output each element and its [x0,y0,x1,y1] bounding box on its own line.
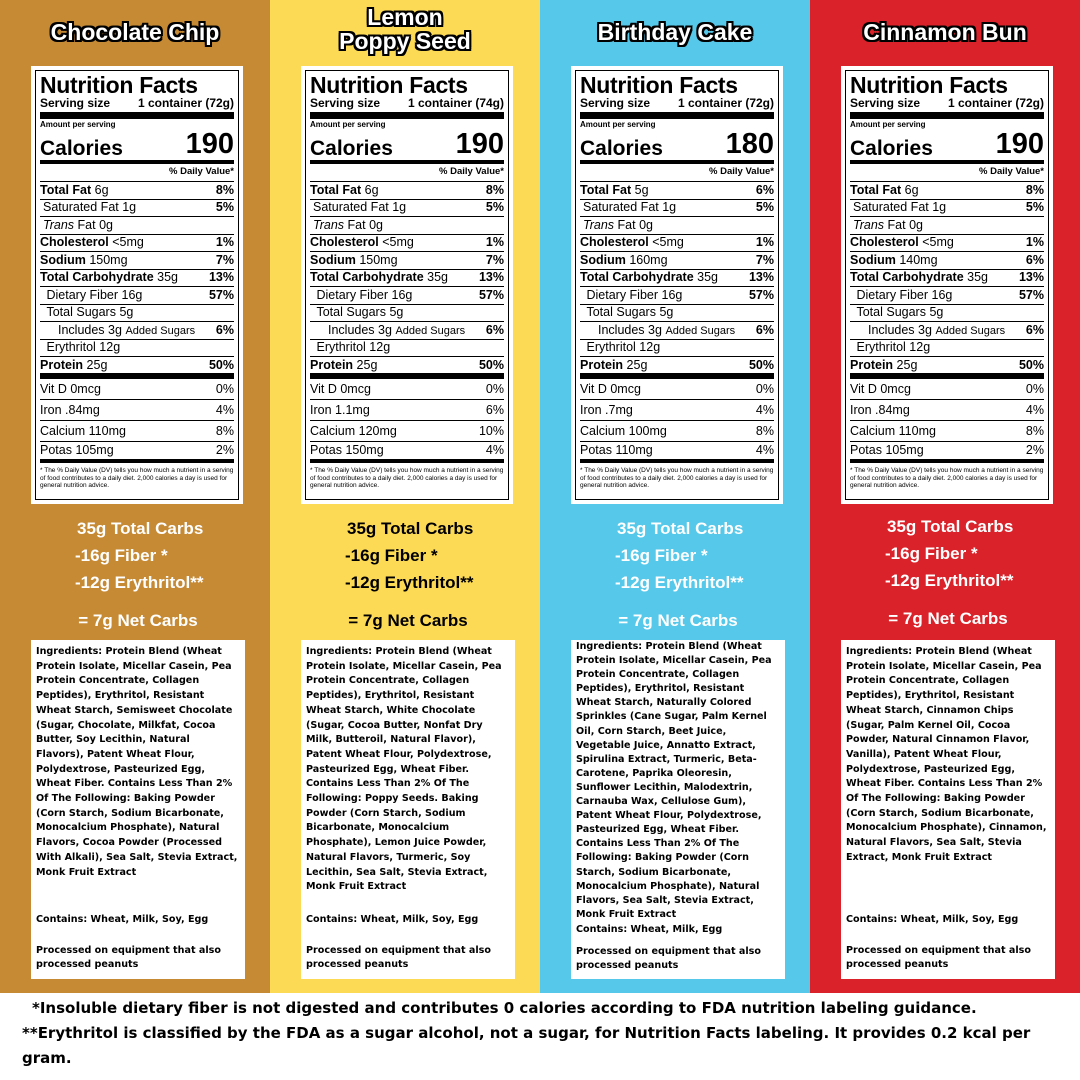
vitamin-d-row: Vit D 0mcg 0% [580,379,774,400]
cholesterol-row: Cholesterol <5mg 1% [850,235,1044,253]
iron-row: Iron .84mg 4% [40,400,234,421]
fiber-line: -16g Fiber * [885,544,978,563]
saturated-fat-row: Saturated Fat 1g 5% [40,200,234,218]
allergen-contains: Contains: Wheat, Milk, Soy, Egg [846,913,1019,925]
trans-fat-row: Trans Fat 0g [850,217,1044,235]
product-column-cinnamon-bun [810,0,1080,993]
erythritol-row: Erythritol 12g [580,340,774,358]
dietary-fiber-row: Dietary Fiber 16g 57% [850,287,1044,305]
ingredients-text: Ingredients: Protein Blend (Wheat Protein Isolate, Micellar Casein, Pea Protein Concentrate, Collagen Peptides), Erythritol, Resistant Wheat Starch, Cinnamon Chips (Sugar, Palm Kernel Oil, Cocoa Powder, Natural Cinnamon Flavor, Vanilla), Patent Wheat Flour, Polydextrose, Pasteurized Egg, Wheat Fiber. Contains Less Than 2% Of The Following: Baking Powder (Corn Starch, Sodium Bicarbonate, Monocalcium Phosphate), Cinnamon, Natural Flavors, Sea Salt, Stevia Extract, Monk Fruit Extract [846,646,1047,863]
total-carbohydrate-row: Total Carbohydrate 35g 13% [310,270,504,288]
daily-value-footnote: * The % Daily Value (DV) tells you how much a nutrient in a serving of food contributes to a daily diet. 2,000 calories a day is used for general nutrition advice. [310,467,504,490]
vitamin-d-row: Vit D 0mcg 0% [310,379,504,400]
carb-math-box [845,509,1051,601]
amount-per-serving: Amount per serving [580,120,656,130]
calories-row: Calories 190 [850,130,1044,164]
dietary-fiber-row: Dietary Fiber 16g 57% [580,287,774,305]
nutrition-facts-heading: Nutrition Facts [310,72,468,98]
total-carbs-line: 35g Total Carbs [617,519,744,538]
vitamin-d-row: Vit D 0mcg 0% [40,379,234,400]
cholesterol-row: Cholesterol <5mg 1% [40,235,234,253]
erythritol-footnote: **Erythritol is classified by the FDA as a sugar alcohol, not a sugar, for Nutrition Facts labeling. It provides 0.2 kcal per gram. [22,1024,1031,1067]
trans-fat-row: Trans Fat 0g [310,217,504,235]
iron-row: Iron .84mg 4% [850,400,1044,421]
trans-fat-row: Trans Fat 0g [580,217,774,235]
processed-note: Processed on equipment that also processed peanuts [576,945,761,971]
carb-math-box [305,511,511,603]
cholesterol-row: Cholesterol <5mg 1% [580,235,774,253]
calcium-row: Calcium 110mg 8% [850,421,1044,442]
daily-value-header: % Daily Value* [40,164,234,182]
ingredients-panel [301,640,515,979]
serving-size: Serving size 1 container (72g) [40,97,234,119]
product-column-chocolate-chip [0,0,270,993]
vitamin-d-row: Vit D 0mcg 0% [850,379,1044,400]
calories-value: 190 [185,127,234,160]
dietary-fiber-row: Dietary Fiber 16g 57% [40,287,234,305]
ingredients-text: Ingredients: Protein Blend (Wheat Protein Isolate, Micellar Casein, Pea Protein Concentrate, Collagen Peptides), Erythritol, Resistant Wheat Starch, Semisweet Chocolate (Sugar, Chocolate, Milkfat, Cocoa Butter, Soy Lecithin, Natural Flavors), Patent Wheat Flour, Polydextrose, Pasteurized Egg, Wheat Fiber. Contains Less Than 2% Of The Following: Baking Powder (Corn Starch, Sodium Bicarbonate, Monocalcium Phosphate), Natural Flavors, Cocoa Powder (Processed With Alkali), Sea Salt, Stevia Extract, Monk Fruit Extract [36,646,238,878]
daily-value-footnote: * The % Daily Value (DV) tells you how much a nutrient in a serving of food contributes to a daily diet. 2,000 calories a day is used for general nutrition advice. [850,467,1044,490]
total-carbohydrate-row: Total Carbohydrate 35g 13% [580,270,774,288]
total-carbs-line: 35g Total Carbs [347,519,474,538]
saturated-fat-row: Saturated Fat 1g 5% [580,200,774,218]
allergen-contains: Contains: Wheat, Milk, Soy, Egg [36,913,209,925]
product-title: Birthday Cake [597,18,753,45]
total-carbohydrate-row: Total Carbohydrate 35g 13% [40,270,234,288]
product-title: Cinnamon Bun [863,18,1027,45]
calcium-row: Calcium 100mg 8% [580,421,774,442]
processed-note: Processed on equipment that also processed peanuts [36,944,221,971]
erythritol-line: -12g Erythritol** [615,573,744,592]
amount-per-serving: Amount per serving [40,120,116,130]
net-carbs-box: = 7g Net Carbs [305,606,511,636]
protein-row: Protein 25g 50% [310,357,504,379]
sodium-row: Sodium 140mg 6% [850,252,1044,270]
total-sugars-row: Total Sugars 5g [40,305,234,323]
ingredients-panel [571,640,785,979]
amount-per-serving: Amount per serving [850,120,926,130]
calcium-row: Calcium 110mg 8% [40,421,234,442]
erythritol-line: -12g Erythritol** [885,571,1014,590]
erythritol-line: -12g Erythritol** [345,573,474,592]
dietary-fiber-row: Dietary Fiber 16g 57% [310,287,504,305]
potassium-row: Potas 110mg 4% [580,442,774,463]
daily-value-header: % Daily Value* [580,164,774,182]
calories-row: Calories 190 [310,130,504,164]
erythritol-line: -12g Erythritol** [75,573,204,592]
saturated-fat-row: Saturated Fat 1g 5% [850,200,1044,218]
sodium-row: Sodium 160mg 7% [580,252,774,270]
daily-value-header: % Daily Value* [850,164,1044,182]
nutrition-facts-heading: Nutrition Facts [40,72,198,98]
potassium-row: Potas 105mg 2% [40,442,234,463]
nutrition-label [301,66,513,504]
calories-value: 190 [455,127,504,160]
potassium-row: Potas 150mg 4% [310,442,504,463]
calcium-row: Calcium 120mg 10% [310,421,504,442]
allergen-contains: Contains: Wheat, Milk, Egg [576,923,723,935]
total-sugars-row: Total Sugars 5g [580,305,774,323]
serving-size: Serving size 1 container (72g) [850,97,1044,119]
carb-math-box [35,511,241,603]
product-column-lemon-poppy-seed [270,0,540,993]
added-sugars-row: Includes 3g Added Sugars 6% [850,322,1044,340]
fiber-line: -16g Fiber * [75,546,168,565]
total-fat-row: Total Fat 6g 8% [850,182,1044,200]
trans-fat-row: Trans Fat 0g [40,217,234,235]
daily-value-header: % Daily Value* [310,164,504,182]
nutrition-label [31,66,243,504]
footnotes [22,996,1072,1071]
calories-value: 190 [995,127,1044,160]
erythritol-row: Erythritol 12g [310,340,504,358]
fiber-footnote: *Insoluble dietary fiber is not digested and contributes 0 calories according to FDA nutrition labeling guidance. [32,999,977,1017]
net-carbs-box: = 7g Net Carbs [575,606,781,636]
calories-row: Calories 180 [580,130,774,164]
total-carbs-line: 35g Total Carbs [887,517,1014,536]
ingredients-text: Ingredients: Protein Blend (Wheat Protein Isolate, Micellar Casein, Pea Protein Concentrate, Collagen Peptides), Erythritol, Resistant Wheat Starch, Naturally Colored Sprinkles (Cane Sugar, Palm Kernel Oil, Corn Starch, Beet Juice, Vegetable Juice, Annatto Extract, Spirulina Extract, Turmeric, Beta-Carotene, Paprika Oleoresin, Sunflower Lecithin, Malodextrin, Carnauba Wax, Cellulose Gum), Patent Wheat Flour, Polydextrose, Pasteurized Egg, Wheat Fiber. Contains Less Than 2% Of The Following: Baking Powder (Corn Starch, Sodium Bicarbonate, Monocalcium Phosphate), Natural Flavors, Sea Salt, Stevia Extract, Monk Fruit Extract [576,641,772,920]
daily-value-footnote: * The % Daily Value (DV) tells you how much a nutrient in a serving of food contributes to a daily diet. 2,000 calories a day is used for general nutrition advice. [580,467,774,490]
nutrition-label [571,66,783,504]
carb-math-box [575,511,781,603]
protein-row: Protein 25g 50% [580,357,774,379]
fiber-line: -16g Fiber * [345,546,438,565]
saturated-fat-row: Saturated Fat 1g 5% [310,200,504,218]
calories-value: 180 [725,127,774,160]
added-sugars-row: Includes 3g Added Sugars 6% [310,322,504,340]
sodium-row: Sodium 150mg 7% [310,252,504,270]
ingredients-text: Ingredients: Protein Blend (Wheat Protein Isolate, Micellar Casein, Pea Protein Concentrate, Collagen Peptides), Erythritol, Resistant Wheat Starch, White Chocolate (Sugar, Cocoa Butter, Nonfat Dry Milk, Butteroil, Natural Flavor), Patent Wheat Flour, Polydextrose, Pasteurized Egg, Wheat Fiber. Contains Less Than 2% Of The Following: Poppy Seeds. Baking Powder (Corn Starch, Sodium Bicarbonate, Monocalcium Phosphate), Lemon Juice Powder, Natural Flavors, Turmeric, Soy Lecithin, Sea Salt, Stevia Extract, Monk Fruit Extract [306,646,502,893]
iron-row: Iron 1.1mg 6% [310,400,504,421]
calories-row: Calories 190 [40,130,234,164]
potassium-row: Potas 105mg 2% [850,442,1044,463]
iron-row: Iron .7mg 4% [580,400,774,421]
total-fat-row: Total Fat 6g 8% [40,182,234,200]
nutrition-label [841,66,1053,504]
product-title: Chocolate Chip [50,18,220,45]
product-title: Lemon Poppy Seed [339,4,471,54]
total-sugars-row: Total Sugars 5g [850,305,1044,323]
protein-row: Protein 25g 50% [850,357,1044,379]
erythritol-row: Erythritol 12g [850,340,1044,358]
total-fat-row: Total Fat 5g 6% [580,182,774,200]
nutrition-facts-heading: Nutrition Facts [580,72,738,98]
net-carbs-box: = 7g Net Carbs [845,604,1051,634]
net-carbs-box: = 7g Net Carbs [35,606,241,636]
ingredients-panel [841,640,1055,979]
serving-size: Serving size 1 container (72g) [580,97,774,119]
total-carbs-line: 35g Total Carbs [77,519,204,538]
allergen-contains: Contains: Wheat, Milk, Soy, Egg [306,913,479,925]
erythritol-row: Erythritol 12g [40,340,234,358]
processed-note: Processed on equipment that also processed peanuts [306,944,491,971]
daily-value-footnote: * The % Daily Value (DV) tells you how much a nutrient in a serving of food contributes to a daily diet. 2,000 calories a day is used for general nutrition advice. [40,467,234,490]
added-sugars-row: Includes 3g Added Sugars 6% [40,322,234,340]
sodium-row: Sodium 150mg 7% [40,252,234,270]
serving-size: Serving size 1 container (74g) [310,97,504,119]
ingredients-panel [31,640,245,979]
protein-row: Protein 25g 50% [40,357,234,379]
nutrition-facts-heading: Nutrition Facts [850,72,1008,98]
amount-per-serving: Amount per serving [310,120,386,130]
added-sugars-row: Includes 3g Added Sugars 6% [580,322,774,340]
total-fat-row: Total Fat 6g 8% [310,182,504,200]
total-carbohydrate-row: Total Carbohydrate 35g 13% [850,270,1044,288]
total-sugars-row: Total Sugars 5g [310,305,504,323]
product-column-birthday-cake [540,0,810,993]
fiber-line: -16g Fiber * [615,546,708,565]
processed-note: Processed on equipment that also processed peanuts [846,944,1031,971]
cholesterol-row: Cholesterol <5mg 1% [310,235,504,253]
